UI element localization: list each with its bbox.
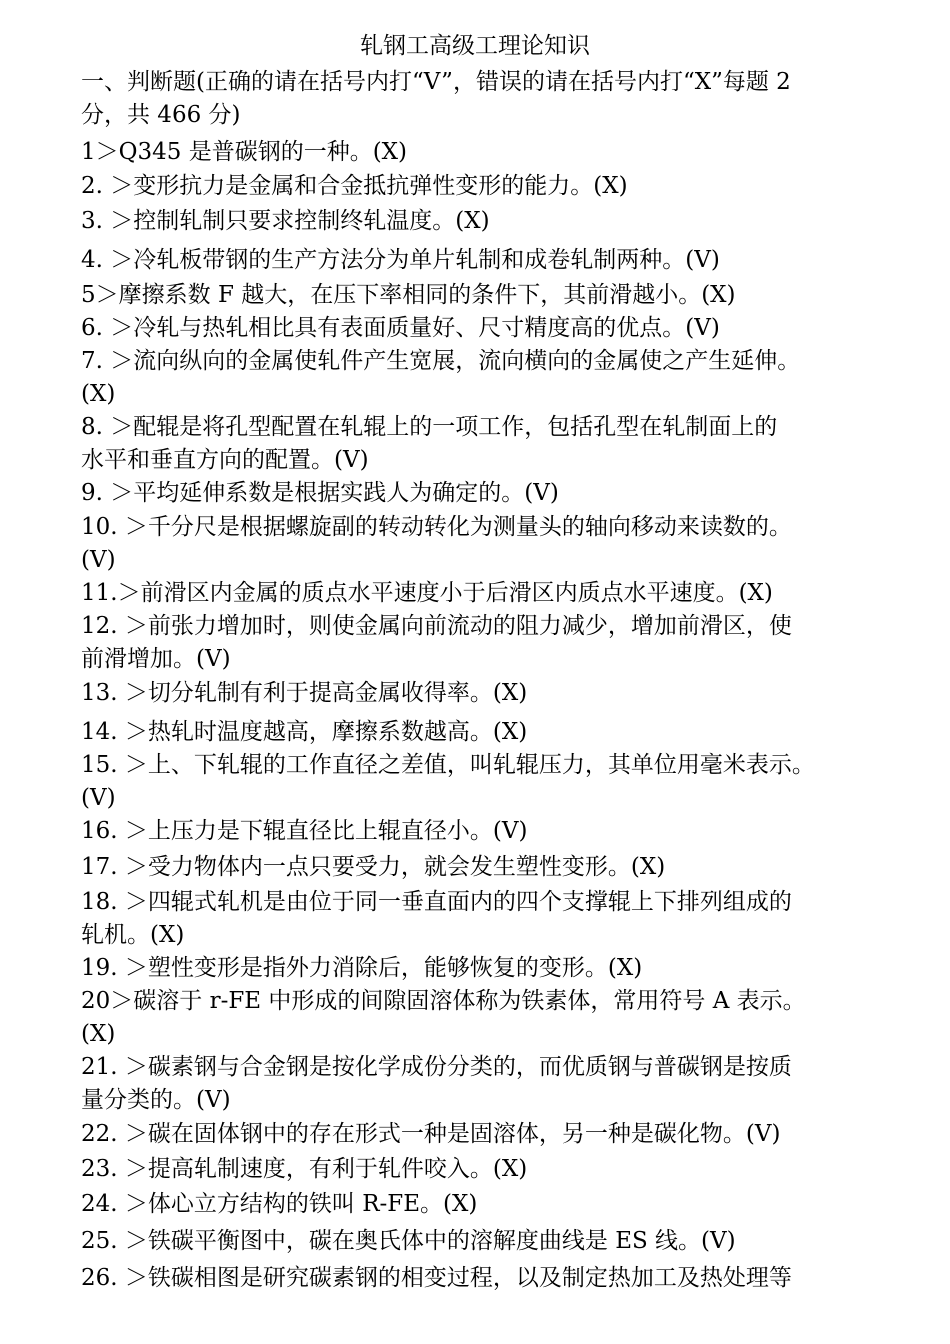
question-line: (V) xyxy=(81,785,116,811)
question-item xyxy=(81,136,407,169)
question-line: 量分类的。(V) xyxy=(81,1087,231,1113)
question-line: 8. ＞配辊是将孔型配置在轧辊上的一项工作，包括孔型在轧制面上的 xyxy=(81,414,778,440)
question-line: 15. ＞上、下轧辊的工作直径之差值，叫轧辊压力，其单位用毫米表示。 xyxy=(81,752,815,778)
question-item xyxy=(81,205,490,238)
question-line: 前滑增加。(V) xyxy=(81,646,231,672)
question-line: 12. ＞前张力增加时，则使金属向前流动的阻力减少，增加前滑区，使 xyxy=(81,613,792,639)
question-item xyxy=(81,577,773,610)
question-line: 6. ＞冷轧与热轧相比具有表面质量好、尺寸精度高的优点。(V) xyxy=(81,315,720,341)
question-line: 21. ＞碳素钢与合金钢是按化学成份分类的，而优质钢与普碳钢是按质 xyxy=(81,1054,792,1080)
question-line: 轧机。(X) xyxy=(81,922,185,948)
question-line: 18. ＞四辊式轧机是由位于同一垂直面内的四个支撑辊上下排列组成的 xyxy=(81,889,792,915)
question-line: 13. ＞切分轧制有利于提高金属收得率。(X) xyxy=(81,680,528,706)
question-item xyxy=(81,1118,780,1151)
question-line: 23. ＞提高轧制速度，有利于轧件咬入。(X) xyxy=(81,1156,528,1182)
question-item xyxy=(81,815,527,848)
question-line: 2. ＞变形抗力是金属和合金抵抗弹性变形的能力。(X) xyxy=(81,173,628,199)
question-item xyxy=(81,411,777,477)
question-item xyxy=(81,477,559,510)
question-line: 7. ＞流向纵向的金属使轧件产生宽展，流向横向的金属使之产生延伸。 xyxy=(81,348,801,374)
section-heading-line-1: 一、判断题(正确的请在括号内打“V”，错误的请在括号内打“X”每题 2 xyxy=(81,69,791,95)
question-item xyxy=(81,170,628,203)
question-line: 14. ＞热轧时温度越高，摩擦系数越高。(X) xyxy=(81,719,528,745)
question-line: 9. ＞平均延伸系数是根据实践人为确定的。(V) xyxy=(81,480,559,506)
question-line: 水平和垂直方向的配置。(V) xyxy=(81,447,369,473)
question-line: 1＞Q345 是普碳钢的一种。(X) xyxy=(81,139,408,165)
question-item xyxy=(81,677,527,710)
question-line: 11.＞前滑区内金属的质点水平速度小于后滑区内质点水平速度。(X) xyxy=(81,580,773,606)
question-item xyxy=(81,985,806,1051)
question-line: (V) xyxy=(81,547,116,573)
section-heading xyxy=(81,66,881,132)
question-line: 10. ＞千分尺是根据螺旋副的转动转化为测量头的轴向移动来读数的。 xyxy=(81,514,792,540)
question-item xyxy=(81,610,792,676)
question-line: 5＞摩擦系数 F 越大，在压下率相同的条件下，其前滑越小。(X) xyxy=(81,282,736,308)
question-item xyxy=(81,886,792,952)
question-item xyxy=(81,851,665,884)
question-line: 4. ＞冷轧板带钢的生产方法分为单片轧制和成卷轧制两种。(V) xyxy=(81,247,720,273)
question-line: 26. ＞铁碳相图是研究碳素钢的相变过程，以及制定热加工及热处理等 xyxy=(81,1265,792,1291)
question-line: 3. ＞控制轧制只要求控制终轧温度。(X) xyxy=(81,208,490,234)
question-line: 16. ＞上压力是下辊直径比上辊直径小。(V) xyxy=(81,818,528,844)
question-item xyxy=(81,1262,792,1295)
section-heading-line-2: 分，共 466 分) xyxy=(81,102,241,128)
question-item xyxy=(81,312,720,345)
question-item xyxy=(81,345,800,411)
question-line: 19. ＞塑性变形是指外力消除后，能够恢复的变形。(X) xyxy=(81,955,643,981)
question-line: (X) xyxy=(81,1021,116,1047)
question-line: 24. ＞体心立方结构的铁叫 R-FE。(X) xyxy=(81,1191,478,1217)
question-item xyxy=(81,244,720,277)
question-line: 20＞碳溶于 r-FE 中形成的间隙固溶体称为铁素体，常用符号 A 表示。 xyxy=(81,988,806,1014)
question-item xyxy=(81,1188,477,1221)
question-item xyxy=(81,511,792,577)
question-item xyxy=(81,279,736,312)
question-item xyxy=(81,952,642,985)
question-line: (X) xyxy=(81,381,116,407)
question-line: 22. ＞碳在固体钢中的存在形式一种是固溶体，另一种是碳化物。(V) xyxy=(81,1121,781,1147)
document-title: 轧钢工高级工理论知识 xyxy=(360,33,590,59)
question-item xyxy=(81,749,815,815)
question-item xyxy=(81,1153,527,1186)
question-line: 17. ＞受力物体内一点只要受力，就会发生塑性变形。(X) xyxy=(81,854,666,880)
question-item xyxy=(81,1051,792,1117)
question-item xyxy=(81,1225,736,1258)
question-item xyxy=(81,716,527,749)
question-line: 25. ＞铁碳平衡图中，碳在奥氏体中的溶解度曲线是 ES 线。(V) xyxy=(81,1228,736,1254)
